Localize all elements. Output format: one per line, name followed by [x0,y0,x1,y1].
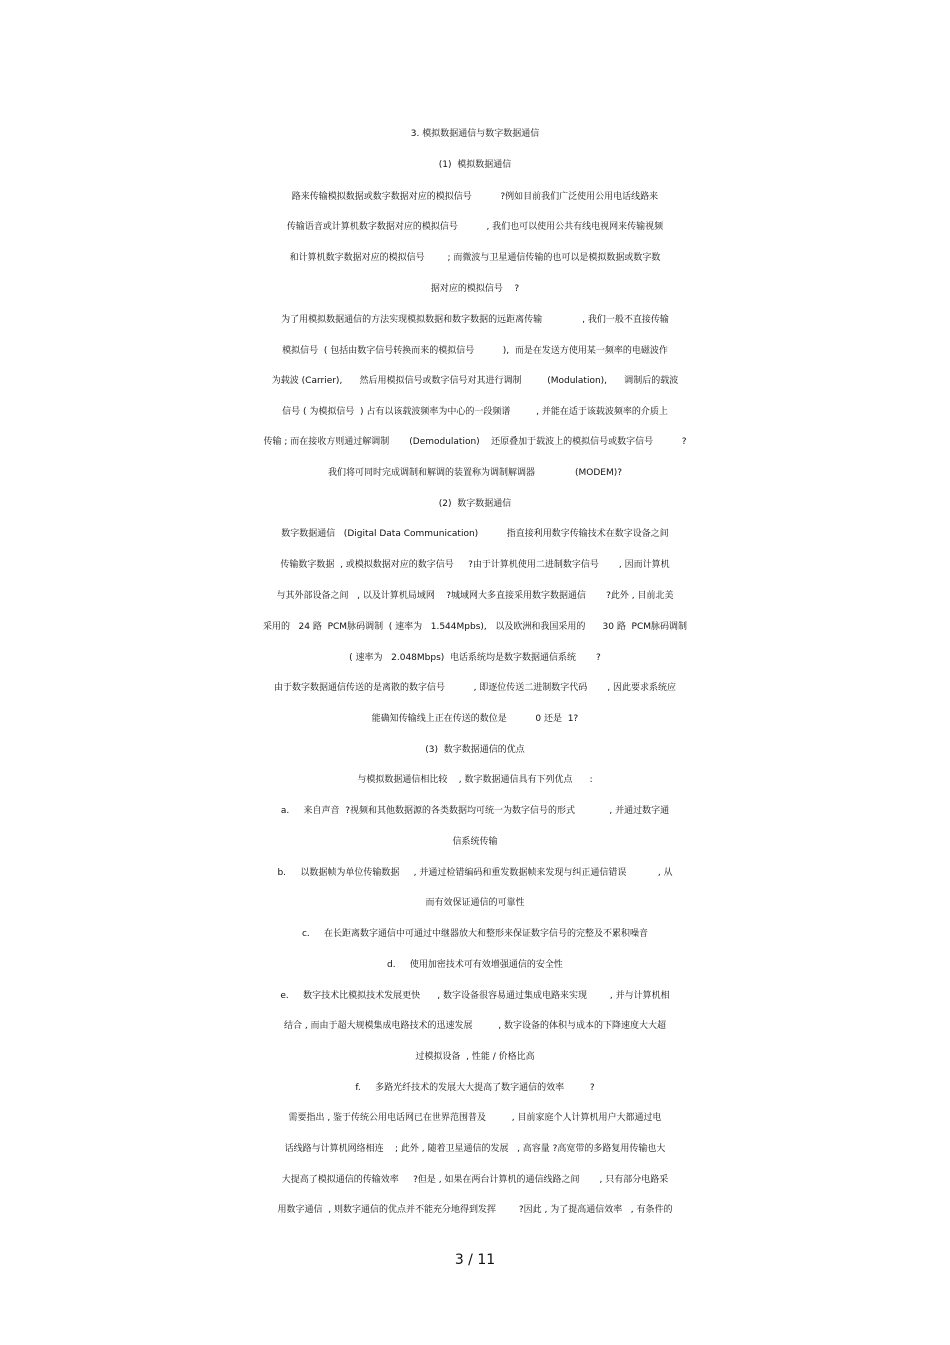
list-item: a. 来自声音 ?视频和其他数据源的各类数据均可统一为数字信号的形式 , 并通过数字通 [280,806,670,816]
text-line: 与其外部设备之间 , 以及计算机局域网 ?城域网大多直接采用数字数据通信 ?此外 , 目前北美 [276,591,674,601]
subsection-heading: (1) 模拟数据通信 [438,160,512,170]
text-line: 传输数字数据 , 或模拟数据对应的数字信号 ?由于计算机使用二进制数字信号 , 因而计算机 [280,560,670,570]
list-item: 结合 , 而由于超大规模集成电路技术的迅速发展 , 数字设备的体积与成本的下降速度大大超 [283,1021,667,1031]
text-line: 模拟信号 ( 包括由数字信号转换而来的模拟信号 ), 而是在发送方使用某一频率的电磁波作 [282,346,668,356]
text-line: 和计算机数字数据对应的模拟信号 ; 而微波与卫星通信传输的也可以是模拟数据或数字数 [289,253,661,263]
text-line: 路来传输模拟数据或数字数据对应的模拟信号 ?例如目前我们广泛使用公用电话线路来 [291,192,659,202]
text-line: 据对应的模拟信号 ? [430,284,520,294]
text-line: 由于数字数据通信传送的是离散的数字信号 , 即逐位传送二进制数字代码 , 因此要求系统应 [273,683,677,693]
text-line: 采用的 24 路 PCM脉码调制 ( 速率为 1.544Mpbs), 以及欧洲和我国采用的 30 路 PCM脉码调制 [262,622,688,632]
list-item: 而有效保证通信的可靠性 [425,898,525,908]
text-line: 大提高了模拟通信的传输效率 ?但是 , 如果在两台计算机的通信线路之间 , 只有部分电路采 [281,1175,669,1185]
text-line: 传输 ; 而在接收方则通过解调制 (Demodulation) 还原叠加于载波上的模拟信号或数字信号 ? [263,437,687,447]
text-line: 信号 ( 为模拟信号 ) 占有以该载波频率为中心的一段频谱 , 并能在适于该载波频率的介质上 [282,407,668,417]
subsection-heading: (2) 数字数据通信 [438,499,512,509]
text-line: 为载波 (Carrier), 然后用模拟信号或数字信号对其进行调制 (Modulation), 调制后的载波 [271,376,679,386]
subsection-heading: (3) 数字数据通信的优点 [425,745,525,755]
text-line: 数字数据通信 (Digital Data Communication) 指直接利用数字传输技术在数字设备之间 [281,529,669,539]
text-line: 为了用模拟数据通信的方法实现模拟数据和数字数据的远距离传输 , 我们一般不直接传输 [281,315,669,325]
list-item: e. 数字技术比模拟技术发展更快 , 数字设备很容易通过集成电路来实现 , 并与计算机相 [280,991,670,1001]
text-line: 能确知传输线上正在传送的数位是 0 还是 1? [371,714,579,724]
text-line: 用数字通信 , 则数字通信的优点并不能充分地得到发挥 ?因此 , 为了提高通信效率 , 有条件的 [277,1205,673,1215]
list-item: d. 使用加密技术可有效增强通信的安全性 [387,960,563,970]
list-item: 过模拟设备 , 性能 / 价格比高 [415,1052,535,1062]
text-line: 需要指出 , 鉴于传统公用电话网已在世界范围普及 , 目前家庭个人计算机用户大都通过电 [288,1113,662,1123]
text-line: 传输语音或计算机数字数据对应的模拟信号 , 我们也可以使用公共有线电视网来传输视频 [286,222,664,232]
text-line: ( 速率为 2.048Mbps) 电话系统均是数字数据通信系统 ? [349,653,601,663]
list-item: 信系统传输 [452,837,498,847]
text-line: 话线路与计算机网络相连 ; 此外 , 随着卫星通信的发展 , 高容量 ?高宽带的多路复用传输也大 [284,1144,666,1154]
list-item: b. 以数据帧为单位传输数据 , 并通过检错编码和重发数据帧来发现与纠正通信错误 , 从 [277,868,673,878]
section-heading: 3. 模拟数据通信与数字数据通信 [410,129,540,139]
text-line: 我们将可同时完成调制和解调的装置称为调制解调器 (MODEM)? [327,468,623,478]
text-line: 与模拟数据通信相比较 , 数字数据通信具有下列优点 : [357,775,593,785]
list-item: f. 多路光纤技术的发展大大提高了数字通信的效率 ? [355,1083,595,1093]
page-number: 3 / 11 [454,1252,496,1268]
list-item: c. 在长距离数字通信中可通过中继器放大和整形来保证数字信号的完整及不累积噪音 [301,929,649,939]
